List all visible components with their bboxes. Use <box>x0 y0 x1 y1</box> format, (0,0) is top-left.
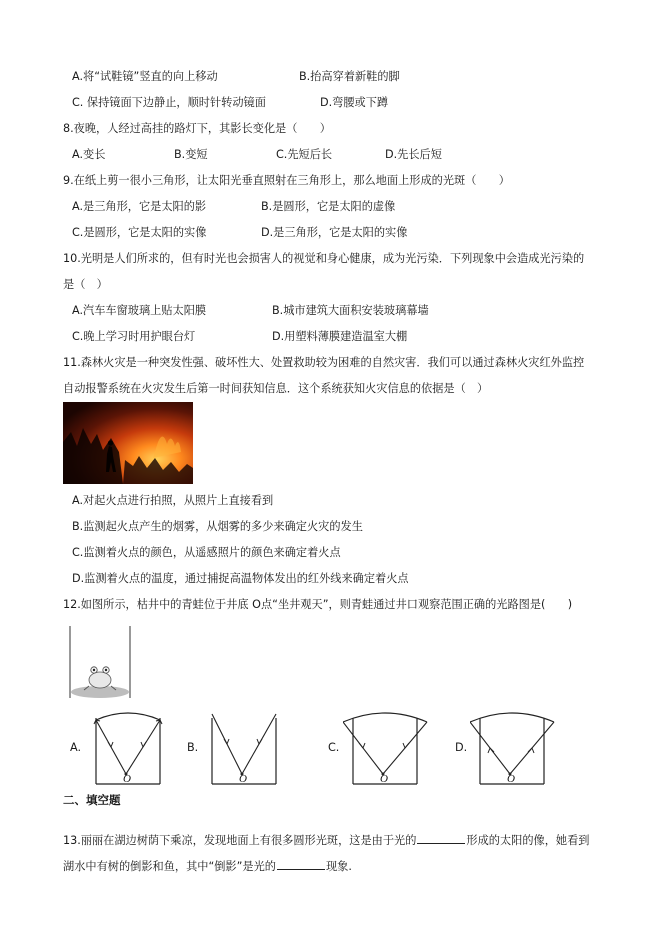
q12-point-o-d: O <box>507 773 515 785</box>
q13-line2 <box>63 859 352 873</box>
q12-point-o-c: O <box>380 773 388 785</box>
q11-option-a: A.对起火点进行拍照，从照片上直接看到 <box>72 494 274 507</box>
q12-point-o-b: O <box>239 773 247 785</box>
forest-fire-photo <box>63 402 193 484</box>
q13-text-1: 13.丽丽在湖边树荫下乘凉，发现地面上有很多圆形光斑，这是由于光的 <box>63 834 417 847</box>
q13-text-3: 湖水中有树的倒影和鱼，其中“倒影”是光的 <box>63 860 276 873</box>
q13-text-2: 形成的太阳的像，她看到 <box>466 834 590 847</box>
q12-diagram-c <box>343 710 433 790</box>
q11-stem-line2: 自动报警系统在火灾发生后第一时间获知信息．这个系统获知火灾信息的依据是（ ） <box>63 382 489 395</box>
q12-label-b: B. <box>187 741 199 754</box>
q9-option-c: C.是圆形，它是太阳的实像 <box>72 226 207 239</box>
q10-option-c: C.晚上学习时用护眼台灯 <box>72 330 196 343</box>
q12-point-o-a: O <box>123 773 131 785</box>
q12-stem: 12.如图所示，枯井中的青蛙位于井底 O点“坐井观天”，则青蛙通过井口观察范围正确的光路图是( ) <box>63 598 573 611</box>
q11-option-d: D.监测着火点的温度，通过捕捉高温物体发出的红外线来确定着火点 <box>72 572 409 585</box>
q9-option-b: B.是圆形，它是太阳的虚像 <box>261 200 396 213</box>
q13-blank-1[interactable] <box>417 833 465 844</box>
q11-option-b: B.监测起火点产生的烟雾，从烟雾的多少来确定火灾的发生 <box>72 520 363 533</box>
q7-option-a: A.将“试鞋镜”竖直的向上移动 <box>72 70 218 83</box>
q7-option-d: D.弯腰或下蹲 <box>320 96 389 109</box>
section-heading-fill-in: 二、填空题 <box>63 793 121 807</box>
q8-stem: 8.夜晚，人经过高挂的路灯下，其影长变化是（ ） <box>63 122 331 135</box>
q13-text-4: 现象. <box>325 860 352 873</box>
q7-option-c: C. 保持镜面下边静止，顺时针转动镜面 <box>72 96 266 109</box>
q11-stem-line1: 11.森林火灾是一种突发性强、破坏性大、处置救助较为困难的自然灾害．我们可以通过森林火灾红外监控 <box>63 356 585 369</box>
q8-option-d: D.先长后短 <box>385 148 442 161</box>
q10-option-b: B.城市建筑大面积安装玻璃幕墙 <box>272 304 429 317</box>
q12-label-a: A. <box>70 741 82 754</box>
frog-in-well-figure <box>64 626 144 698</box>
q7-option-b: B.抬高穿着新鞋的脚 <box>299 70 400 83</box>
q12-label-d: D. <box>455 741 468 754</box>
q8-option-a: A.变长 <box>72 148 106 161</box>
q11-option-c: C.监测着火点的颜色，从遥感照片的颜色来确定着火点 <box>72 546 341 559</box>
q10-option-a: A.汽车车窗玻璃上贴太阳膜 <box>72 304 207 317</box>
q8-option-b: B.变短 <box>174 148 208 161</box>
q9-option-d: D.是三角形，它是太阳的实像 <box>261 226 408 239</box>
q12-diagram-a <box>90 710 180 790</box>
q12-diagram-d <box>470 710 560 790</box>
q10-stem-line2: 是（ ） <box>63 278 108 291</box>
q13-line1 <box>63 833 590 847</box>
q9-stem: 9.在纸上剪一很小三角形，让太阳光垂直照射在三角形上，那么地面上形成的光斑（ ） <box>63 174 510 187</box>
q9-option-a: A.是三角形，它是太阳的影 <box>72 200 207 213</box>
q12-diagram-b <box>206 710 296 790</box>
q10-option-d: D.用塑料薄膜建造温室大棚 <box>272 330 408 343</box>
q8-option-c: C.先短后长 <box>276 148 333 161</box>
q12-label-c: C. <box>328 741 340 754</box>
q13-blank-2[interactable] <box>277 859 325 870</box>
q10-stem-line1: 10.光明是人们所求的，但有时光也会损害人的视觉和身心健康，成为光污染．下列现象中会造成光污染的 <box>63 252 585 265</box>
